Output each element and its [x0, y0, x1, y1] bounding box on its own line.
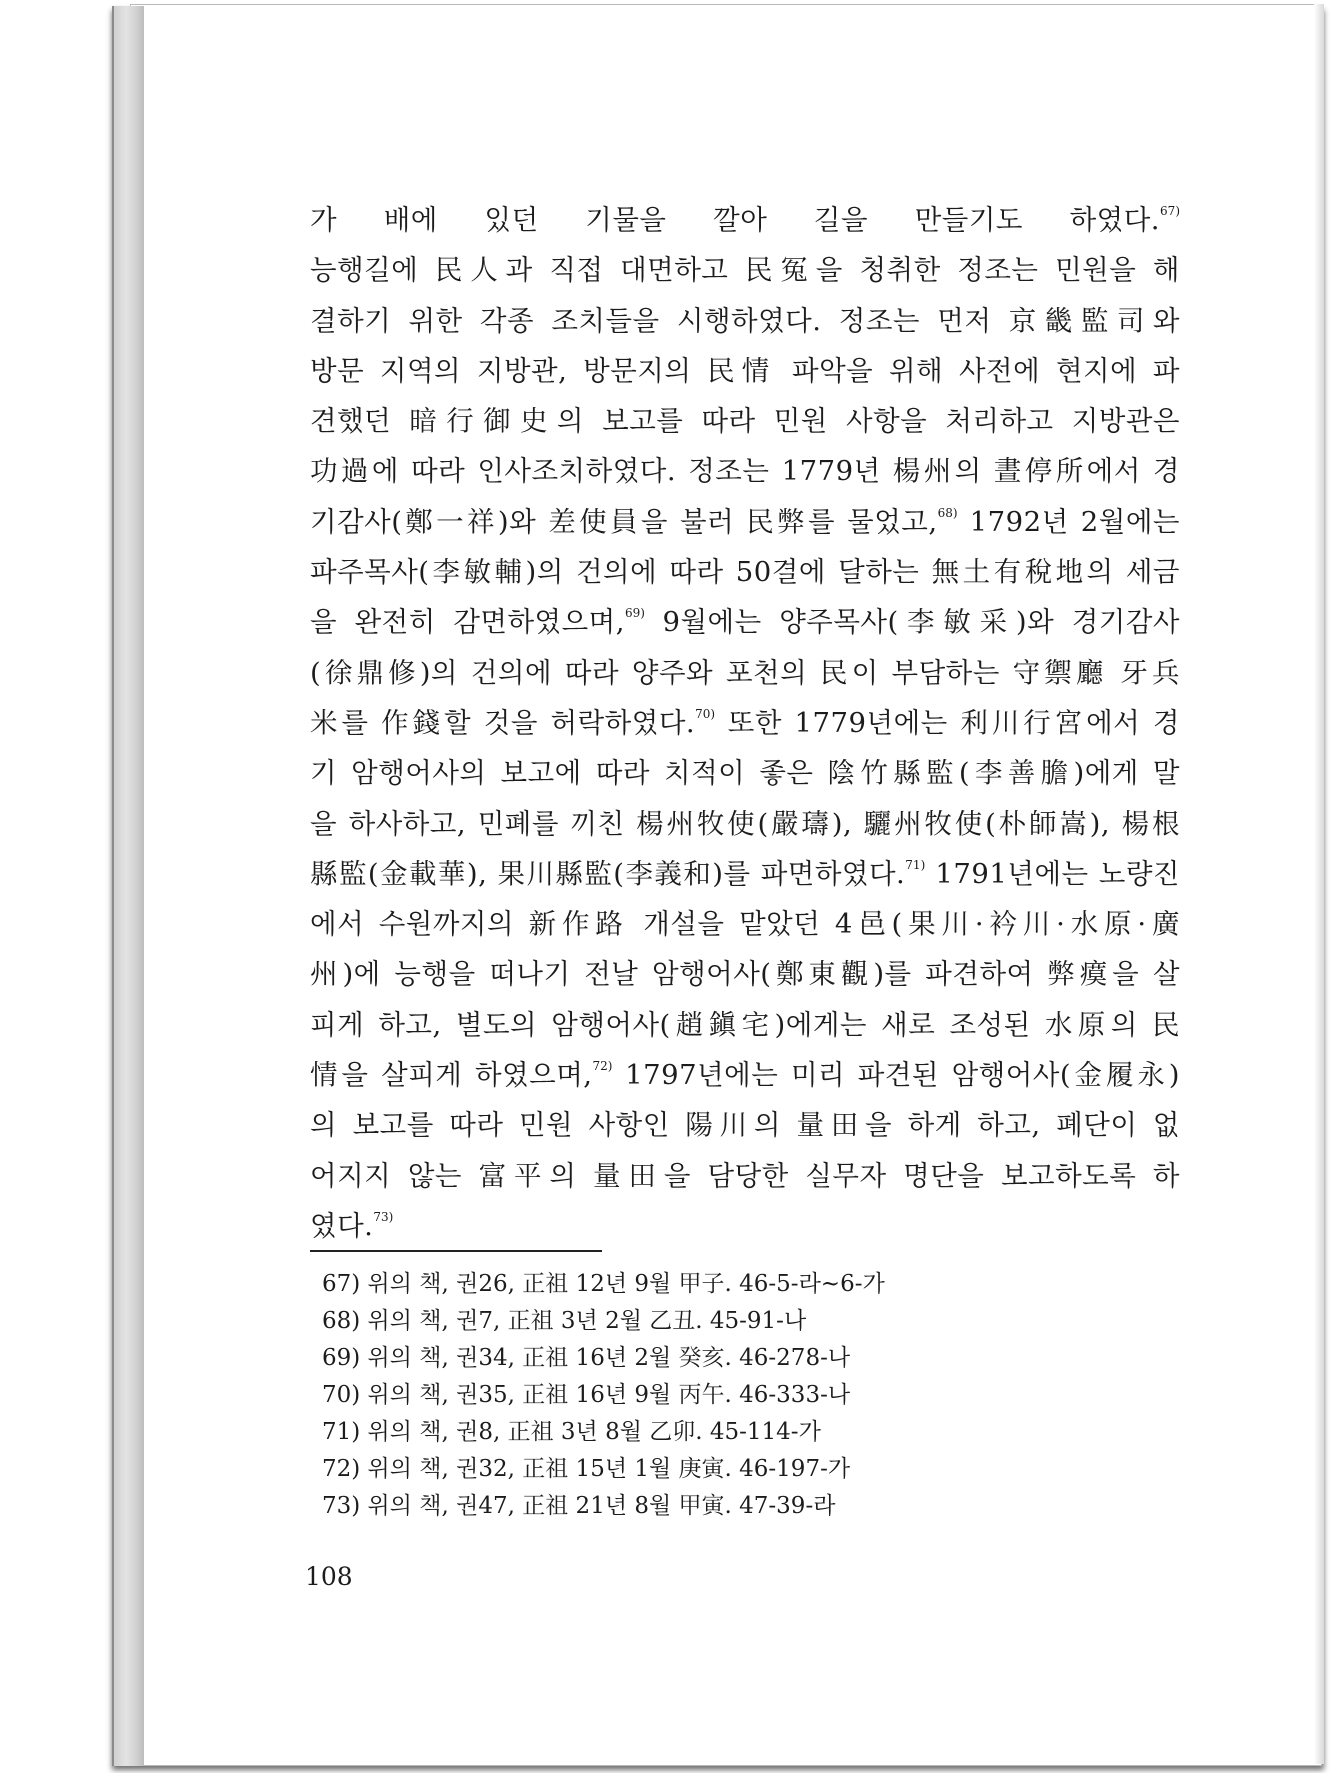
body-line — [310, 346, 1180, 396]
footnote-item: 68) 위의 책, 권7, 正祖 3년 2월 乙丑. 45-91-나 — [322, 1308, 807, 1334]
body-line — [310, 1201, 1180, 1251]
body-line-text: 州)에 능행을 떠나기 전날 암행어사(鄭東觀)를 파견하여 弊瘼을 살 — [310, 958, 1180, 991]
body-line-text: 의 보고를 따라 민원 사항인 陽川의 量田을 하게 하고, 폐단이 없 — [310, 1109, 1180, 1142]
body-line-text: 9월에는 양주목사(李敏采)와 경기감사 — [644, 606, 1180, 639]
body-line — [310, 1000, 1180, 1050]
body-line — [310, 648, 1180, 698]
footnote-item: 73) 위의 책, 권47, 正祖 21년 8월 甲寅. 47-39-라 — [322, 1493, 836, 1519]
body-line — [310, 547, 1180, 597]
body-line — [310, 597, 1180, 647]
body-line — [310, 799, 1180, 849]
body-line-text: 功過에 따라 인사조치하였다. 정조는 1779년 楊州의 晝停所에서 경 — [310, 455, 1180, 488]
body-line — [310, 949, 1180, 999]
body-line-text: 결하기 위한 각종 조치들을 시행하였다. 정조는 먼저 京畿監司와 — [310, 304, 1180, 337]
body-text — [310, 195, 1180, 1251]
body-line-text: 파주목사(李敏輔)의 건의에 따라 50결에 달하는 無土有稅地의 세금 — [310, 556, 1180, 589]
body-line-text: 피게 하고, 별도의 암행어사(趙鎭宅)에게는 새로 조성된 水原의 民 — [310, 1008, 1180, 1041]
footnote-item: 70) 위의 책, 권35, 正祖 16년 9월 丙午. 46-333-나 — [322, 1382, 851, 1408]
body-line — [310, 899, 1180, 949]
body-line — [310, 245, 1180, 295]
body-line — [310, 698, 1180, 748]
body-line-text: 어지지 않는 富平의 量田을 담당한 실무자 명단을 보고하도록 하 — [310, 1159, 1180, 1192]
body-line-text: 1792년 2월에는 — [957, 505, 1180, 538]
body-line-text: 1797년에는 미리 파견된 암행어사(金履永) — [612, 1059, 1181, 1092]
footnote-ref: 71) — [905, 857, 926, 872]
body-line-text: 견했던 暗行御史의 보고를 따라 민원 사항을 처리하고 지방관은 — [310, 405, 1180, 438]
body-line-text: 방문 지역의 지방관, 방문지의 民情 파악을 위해 사전에 현지에 파 — [310, 354, 1180, 387]
body-line — [310, 195, 1180, 245]
body-line — [310, 396, 1180, 446]
footnote-item: 69) 위의 책, 권34, 正祖 16년 2월 癸亥. 46-278-나 — [322, 1345, 851, 1371]
footnote-ref: 67) — [1160, 204, 1180, 218]
page-spine — [112, 6, 144, 1766]
body-line — [310, 1050, 1180, 1100]
body-line-text: 情을 살피게 하였으며, — [310, 1059, 593, 1092]
body-line-text: 1791년에는 노량진 — [925, 857, 1180, 890]
body-line-text: 였다. — [310, 1209, 374, 1242]
page-number: 108 — [305, 1562, 353, 1591]
body-line-text: 縣監(金載華), 果川縣監(李義和)를 파면하였다. — [310, 857, 906, 890]
footnote-separator — [310, 1250, 602, 1252]
footnote-item: 71) 위의 책, 권8, 正祖 3년 8월 乙卯. 45-114-가 — [322, 1419, 821, 1445]
body-line-text: 또한 1779년에는 利川行宮에서 경 — [715, 706, 1180, 739]
footnote-ref: 68) — [937, 505, 958, 520]
body-line-text: 기감사(鄭一祥)와 差使員을 불러 民弊를 물었고, — [310, 505, 938, 538]
body-line — [310, 849, 1180, 899]
body-line — [310, 1100, 1180, 1150]
body-line — [310, 748, 1180, 798]
footnote-ref: 72) — [592, 1059, 613, 1074]
body-line — [310, 497, 1180, 547]
body-line-text: 기 암행어사의 보고에 따라 치적이 좋은 陰竹縣監(李善膽)에게 말 — [310, 757, 1180, 790]
body-line-text: 을 하사하고, 민폐를 끼친 楊州牧使(嚴璹), 驪州牧使(朴師嵩), 楊根 — [310, 807, 1180, 840]
body-line — [310, 446, 1180, 496]
body-line — [310, 1151, 1180, 1201]
body-line-text: 을 완전히 감면하였으며, — [310, 606, 625, 639]
body-line-text: 에서 수원까지의 新作路 개설을 맡았던 4邑(果川·衿川·水原·廣 — [310, 908, 1180, 941]
footnote-ref: 69) — [624, 606, 645, 621]
body-line-text: 가 배에 있던 기물을 깔아 길을 만들기도 하였다. — [310, 204, 1161, 236]
footnote-item: 72) 위의 책, 권32, 正祖 15년 1월 庚寅. 46-197-가 — [322, 1456, 851, 1482]
body-line-text: (徐鼎修)의 건의에 따라 양주와 포천의 民이 부담하는 守禦廳 牙兵 — [310, 656, 1180, 689]
page-edge — [1314, 4, 1324, 1764]
footnote-ref: 70) — [695, 706, 716, 721]
body-line — [310, 296, 1180, 346]
body-line-text: 능행길에 民人과 직접 대면하고 民冤을 청취한 정조는 민원을 해 — [310, 254, 1180, 287]
footnote-ref: 73) — [373, 1209, 394, 1224]
footnotes — [322, 1266, 1122, 1525]
footnote-item: 67) 위의 책, 권26, 正祖 12년 9월 甲子. 46-5-라~6-가 — [322, 1271, 885, 1297]
body-line-text: 米를 作錢할 것을 허락하였다. — [310, 706, 696, 739]
